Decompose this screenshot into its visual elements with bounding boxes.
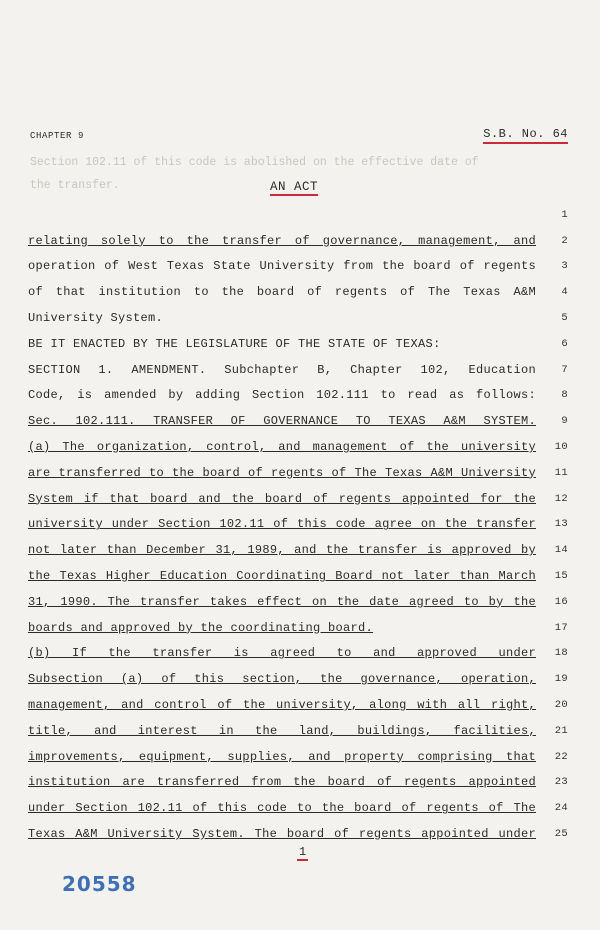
line-number: 18 bbox=[554, 647, 568, 660]
line-number: 3 bbox=[561, 260, 568, 273]
text-line: boards and approved by the coordinating board. 17 bbox=[28, 620, 568, 635]
line-number: 9 bbox=[561, 415, 568, 428]
line-number: 12 bbox=[554, 492, 568, 505]
text-line: relating solely to the transfer of governance, management, and 2 bbox=[28, 233, 568, 248]
text-line: university under Section 102.11 of this code agree on the transfer 13 bbox=[28, 517, 568, 532]
bill-text bbox=[28, 202, 568, 847]
text-line: 31, 1990. The transfer takes effect on the date agreed to by the 16 bbox=[28, 594, 568, 609]
line-number: 19 bbox=[554, 673, 568, 686]
line-number: 6 bbox=[561, 337, 568, 350]
line-number: 21 bbox=[554, 724, 568, 737]
text-line: Sec. 102.111. TRANSFER OF GOVERNANCE TO TEXAS A&M SYSTEM. 9 bbox=[28, 414, 568, 429]
bill-number: S.B. No. 64 bbox=[483, 127, 568, 144]
act-title: AN ACT bbox=[270, 180, 319, 194]
line-number: 4 bbox=[561, 286, 568, 299]
text-line: management, and control of the university, along with all right, 20 bbox=[28, 698, 568, 713]
text-line: are transferred to the board of regents of The Texas A&M University 11 bbox=[28, 465, 568, 480]
line-number: 15 bbox=[554, 570, 568, 583]
text-line: BE IT ENACTED BY THE LEGISLATURE OF THE STATE OF TEXAS: 6 bbox=[28, 336, 568, 351]
text-line: Code, is amended by adding Section 102.111 to read as follows: 8 bbox=[28, 388, 568, 403]
bleed-through-line: the transfer. bbox=[30, 179, 120, 192]
bleed-through-line: Section 102.11 of this code is abolished on the effective date of bbox=[30, 156, 479, 169]
line-number: 14 bbox=[554, 544, 568, 557]
text-line: System if that board and the board of regents appointed for the 12 bbox=[28, 491, 568, 506]
text-line bbox=[28, 202, 568, 228]
line-number: 22 bbox=[554, 750, 568, 763]
line-number: 13 bbox=[554, 518, 568, 531]
document-stamp: 20558 bbox=[62, 872, 137, 896]
text-line: SECTION 1. AMENDMENT. Subchapter B, Chapter 102, Education 7 bbox=[28, 362, 568, 377]
line-number: 7 bbox=[561, 363, 568, 376]
chapter-label: CHAPTER 9 bbox=[30, 131, 85, 141]
line-number: 17 bbox=[554, 621, 568, 634]
text-line: not later than December 31, 1989, and the transfer is approved by 14 bbox=[28, 543, 568, 558]
line-number: 23 bbox=[554, 776, 568, 789]
text-line: institution are transferred from the board of regents appointed 23 bbox=[28, 775, 568, 790]
text-line: (b) If the transfer is agreed to and approved under 18 bbox=[28, 646, 568, 661]
text-line: University System. 5 bbox=[28, 311, 568, 326]
text-line: operation of West Texas State University from the board of regents 3 bbox=[28, 259, 568, 274]
line-number: 10 bbox=[554, 441, 568, 454]
page-number: 1 bbox=[299, 845, 307, 859]
text-line: under Section 102.11 of this code to the board of regents of The 24 bbox=[28, 801, 568, 816]
text-line: improvements, equipment, supplies, and property comprising that 22 bbox=[28, 749, 568, 764]
line-number: 11 bbox=[554, 466, 568, 479]
text-line: Texas A&M University System. The board of regents appointed under 25 bbox=[28, 827, 568, 842]
line-number: 25 bbox=[554, 828, 568, 841]
line-number: 24 bbox=[554, 802, 568, 815]
text-line: title, and interest in the land, buildings, facilities, 21 bbox=[28, 723, 568, 738]
text-line: of that institution to the board of regents of The Texas A&M 4 bbox=[28, 285, 568, 300]
line-number: 1 bbox=[561, 208, 568, 221]
line-number: 5 bbox=[561, 312, 568, 325]
text-line: (a) The organization, control, and management of the university 10 bbox=[28, 440, 568, 455]
page-header bbox=[30, 127, 568, 147]
line-number: 2 bbox=[561, 234, 568, 247]
line-number: 16 bbox=[554, 595, 568, 608]
line-number: 8 bbox=[561, 389, 568, 402]
text-line: the Texas Higher Education Coordinating Board not later than March 15 bbox=[28, 569, 568, 584]
line-number: 20 bbox=[554, 699, 568, 712]
text-line: Subsection (a) of this section, the governance, operation, 19 bbox=[28, 672, 568, 687]
